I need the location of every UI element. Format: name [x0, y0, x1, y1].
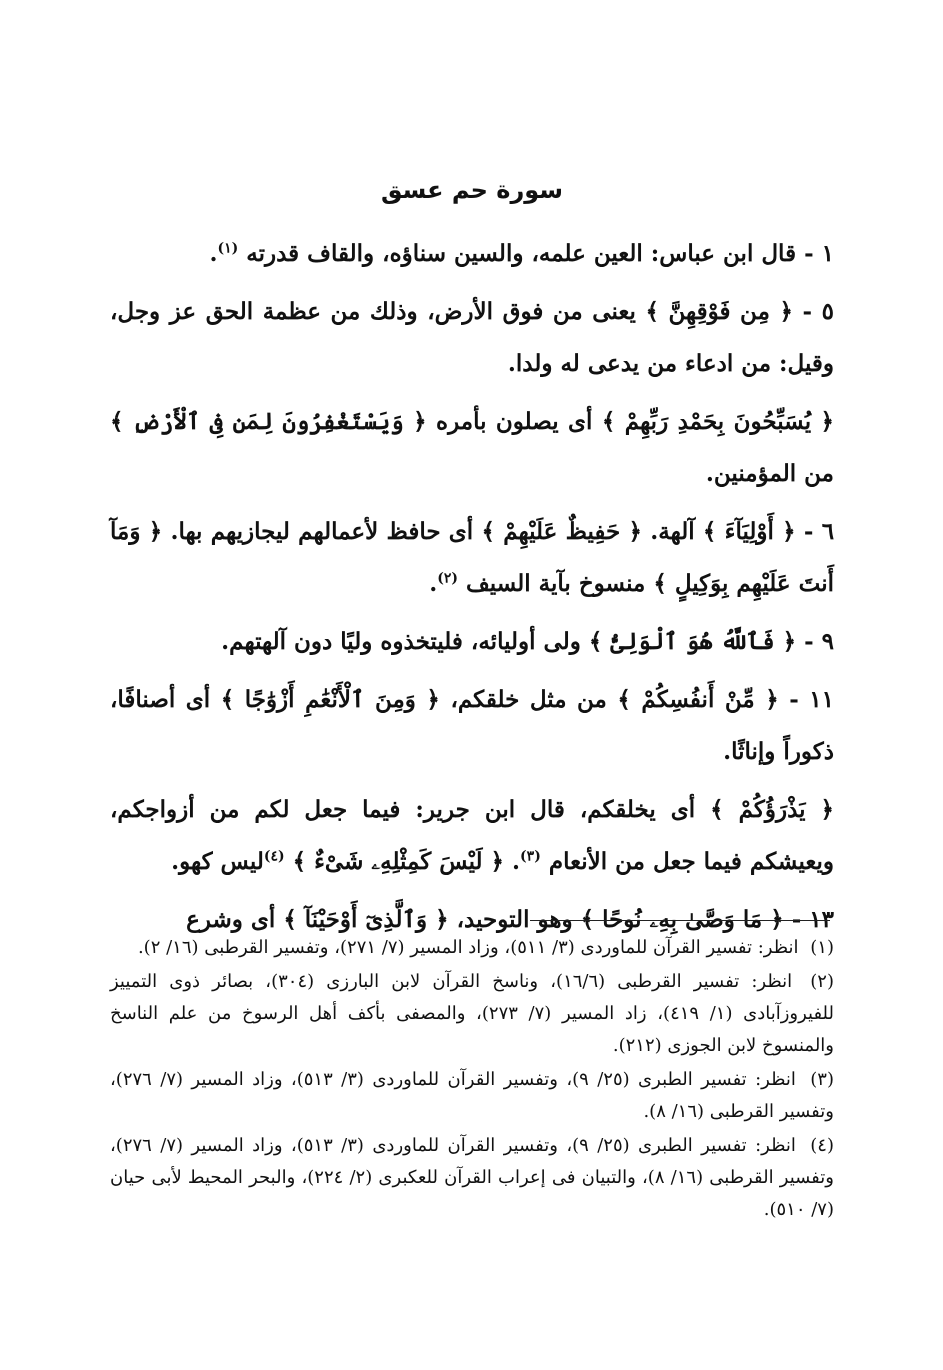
- footnote-number: (٣): [810, 1069, 834, 1090]
- commentary-text: قال ابن عباس: العين علمه، والسين سناؤه، والقاف قدرته: [246, 240, 797, 267]
- quran-quote: ﴿ مِن فَوْقِهِنَّ ﴾: [645, 298, 793, 325]
- footnote-separator: [530, 920, 830, 921]
- verse-number: ٥ -: [802, 298, 834, 325]
- commentary-text: أى يخلقكم، قال ابن جرير: فيما جعل لكم من أزواجكم، ويعيشكم فيما جعل من الأنعام: [110, 796, 834, 875]
- commentary-text: أى أصنافًا، ذكوراً وإناثًا.: [110, 686, 834, 765]
- quran-quote-text: لَيْسَ كَمِثْلِهِۦ شَىْءٌ: [314, 848, 483, 875]
- quran-quote: ﴿ مِّنْ أَنفُسِكُمْ ﴾: [617, 686, 779, 713]
- commentary-text: ليس كهو.: [171, 848, 264, 875]
- quran-quote: ﴿ وَٱلَّذِىٓ أَوْحَيْنَآ ﴾: [283, 906, 449, 933]
- quran-quote: ﴿ يَذْرَؤُكُمْ ﴾: [710, 796, 835, 823]
- footnote: [110, 1064, 834, 1128]
- footnote-ref[interactable]: (١): [217, 240, 239, 257]
- quran-quote: ﴿ يُسَبِّحُونَ بِحَمْدِ رَبِّهِمْ ﴾: [601, 408, 834, 435]
- quran-quote: ﴿ أَوْلِيَآءَ ﴾: [702, 518, 796, 545]
- quran-quote: ﴿ وَمَآ أَنتَ عَلَيْهِم بِوَكِيلٍ ﴾: [110, 518, 834, 597]
- paragraph: [110, 396, 834, 500]
- quran-quote: ﴿ وَيَسْتَغْفِرُونَ لِمَن فِى ٱلْأَرْضِ ﴾: [110, 408, 427, 435]
- commentary-text: أى حافظ لأعمالهم ليجازيهم بها.: [170, 518, 474, 545]
- quran-quote: ﴿ حَفِيظٌ عَلَيْهِمْ ﴾: [481, 518, 643, 545]
- footnote: [110, 1130, 834, 1226]
- quran-quote: ﴿ فَٱللَّهُ هُوَ ٱلْوَلِىُّ ﴾: [588, 628, 797, 655]
- verse-number: ٩ -: [804, 628, 834, 655]
- footnote-number: (٢): [810, 971, 834, 992]
- quran-quote-text: وَمَآ أَنتَ عَلَيْهِم بِوَكِيلٍ: [110, 518, 834, 597]
- verse-number: ١٣ -: [791, 906, 834, 933]
- quran-quote: ﴿ وَمِنَ ٱلْأَنْعَٰمِ أَزْوَٰجًا ﴾: [220, 686, 440, 713]
- footnote: [110, 966, 834, 1062]
- commentary-text: أى يصلون بأمره: [436, 408, 593, 435]
- paragraph: [110, 784, 834, 888]
- paragraph: [110, 616, 834, 668]
- footnote-number: (١): [810, 937, 834, 958]
- footnote-ref[interactable]: (٤): [263, 848, 285, 865]
- footnote: [110, 932, 834, 964]
- main-text: [110, 228, 834, 946]
- commentary-text: من المؤمنين.: [705, 460, 834, 487]
- paragraph: [110, 228, 834, 280]
- commentary-text: .: [512, 848, 521, 875]
- quran-quote-text: وَٱلَّذِىٓ أَوْحَيْنَآ: [304, 906, 428, 933]
- quran-quote-text: أَوْلِيَآءَ: [724, 518, 774, 545]
- quran-quote-text: وَمِنَ ٱلْأَنْعَٰمِ أَزْوَٰجًا: [244, 686, 416, 713]
- paragraph: [110, 674, 834, 778]
- verse-number: ٦ -: [803, 518, 835, 545]
- quran-quote-text: مَا وَصَّىٰ بِهِۦ نُوحًا: [602, 906, 763, 933]
- footnote-text: انظر: تفسير القرطبى (١٦/٦)، وناسخ القرآن لابن البارزى (٣٠٤)، بصائر ذوى التمييز للفيروزآبادى (١/ ٤١٩)، زاد المسير (٧/ ٢٧٣)، والمصفى بأكف أهل الرسوخ من علم الناسخ والمنسوخ لابن الجوزى (٢١٢).: [110, 971, 834, 1056]
- page-title: سورة حم عسق: [381, 176, 563, 204]
- quran-quote: ﴿ لَيْسَ كَمِثْلِهِۦ شَىْءٌ ﴾: [292, 848, 505, 875]
- commentary-text: وهو التوحيد،: [456, 906, 573, 933]
- commentary-text: يعنى من فوق الأرض، وذلك من عظمة الحق عز وجل، وقيل: من ادعاء من يدعى له ولدا.: [110, 298, 834, 377]
- commentary-text: من مثل خلقكم،: [450, 686, 607, 713]
- commentary-text: .: [429, 570, 438, 597]
- commentary-text: ولى أوليائه، فليتخذوه وليًا دون آلهتهم.: [221, 628, 581, 655]
- commentary-text: آلهة.: [650, 518, 695, 545]
- verse-number: ١١ -: [789, 686, 834, 713]
- commentary-text: منسوخ بآية السيف: [466, 570, 646, 597]
- footnote-ref[interactable]: (٣): [520, 848, 541, 865]
- quran-quote-text: يُسَبِّحُونَ بِحَمْدِ رَبِّهِمْ: [624, 408, 812, 435]
- footnote-text: انظر: تفسير الطبرى (٢٥/ ٩)، وتفسير القرآن للماوردى (٣/ ٥١٣)، وزاد المسير (٧/ ٢٧٦)، وتفسير القرطبى (١٦/ ٨).: [110, 1069, 834, 1122]
- paragraph: [110, 286, 834, 390]
- footnote-text: انظر: تفسير الطبرى (٢٥/ ٩)، وتفسير القرآن للماوردى (٣/ ٥١٣)، وزاد المسير (٧/ ٢٧٦)، وتفسير القرطبى (١٦/ ٨)، والتبيان فى إعراب القرآن للعكبرى (٢/ ٢٢٤)، والبحر المحيط لأبى حيان (٧/ ٥١٠).: [110, 1135, 834, 1220]
- quran-quote-text: مِن فَوْقِهِنَّ: [668, 298, 770, 325]
- page-body: [110, 170, 834, 952]
- commentary-text: أى وشرع: [186, 906, 276, 933]
- paragraph: [110, 506, 834, 610]
- quran-quote-text: فَٱللَّهُ هُوَ ٱلْوَلِىُّ: [610, 628, 775, 655]
- quran-quote: ﴿ مَا وَصَّىٰ بِهِۦ نُوحًا ﴾: [580, 906, 784, 933]
- verse-number: ١ -: [804, 240, 834, 267]
- quran-quote-text: حَفِيظٌ عَلَيْهِمْ: [503, 518, 621, 545]
- footnote-number: (٤): [810, 1135, 834, 1156]
- quran-quote-text: يَذْرَؤُكُمْ: [738, 796, 806, 823]
- footnotes: [110, 932, 834, 1228]
- footnote-ref[interactable]: (٢): [437, 570, 458, 587]
- footnote-text: انظر: تفسير القرآن للماوردى (٣/ ٥١١)، وزاد المسير (٧/ ٢٧١)، وتفسير القرطبى (١٦/ ٢).: [137, 937, 799, 958]
- quran-quote-text: وَيَسْتَغْفِرُونَ لِمَن فِى ٱلْأَرْضِ: [132, 408, 404, 435]
- commentary-text: .: [209, 240, 218, 267]
- quran-quote-text: مِّنْ أَنفُسِكُمْ: [641, 686, 755, 713]
